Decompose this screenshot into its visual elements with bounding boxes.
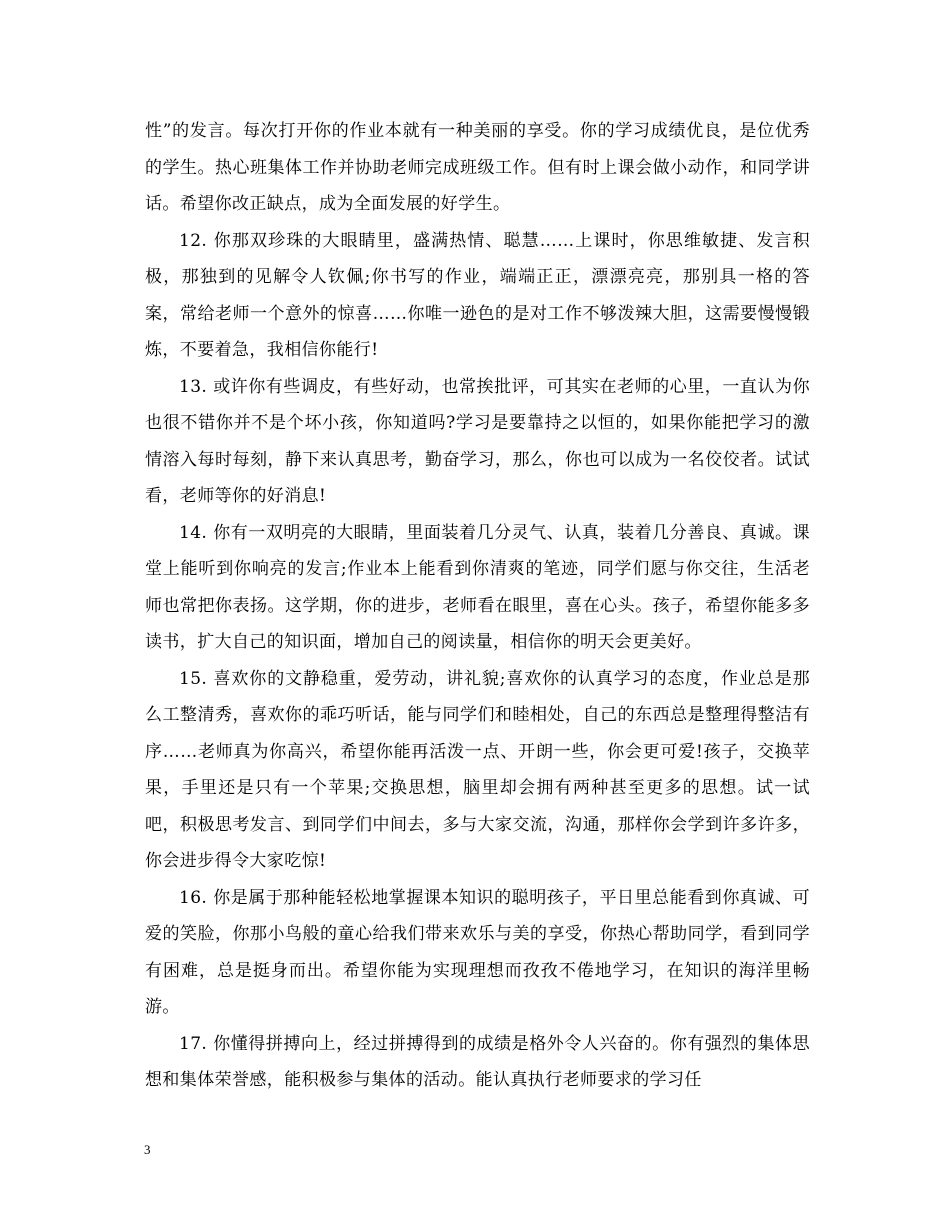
body-text	[145, 113, 810, 1099]
paragraph-17: 17. 你懂得拼搏向上，经过拼搏得到的成绩是格外令人兴奋的。你有强烈的集体思想和集体荣誉感，能积极参与集体的活动。能认真执行老师要求的学习任	[145, 1033, 810, 1090]
paragraph-13: 13. 或许你有些调皮，有些好动，也常挨批评，可其实在老师的心里，一直认为你也很不错你并不是个坏小孩，你知道吗?学习是要靠持之以恒的，如果你能把学习的激情溶入每时每刻，静下来认真思考，勤奋学习，那么，你也可以成为一名佼佼者。试试看，老师等你的好消息!	[145, 376, 810, 506]
paragraph-14: 14. 你有一双明亮的大眼睛，里面装着几分灵气、认真，装着几分善良、真诚。课堂上能听到你响亮的发言;作业本上能看到你清爽的笔迹，同学们愿与你交往，生活老师也常把你表扬。这学期，你的进步，老师看在眼里，喜在心头。孩子，希望你能多多读书，扩大自己的知识面，增加自己的阅读量，相信你的明天会更美好。	[145, 522, 810, 652]
paragraph-16: 16. 你是属于那种能轻松地掌握课本知识的聪明孩子，平日里总能看到你真诚、可爱的笑脸，你那小鸟般的童心给我们带来欢乐与美的享受，你热心帮助同学，看到同学有困难，总是挺身而出。希望你能为实现理想而孜孜不倦地学习，在知识的海洋里畅游。	[145, 887, 810, 1017]
paragraph-12: 12. 你那双珍珠的大眼睛里，盛满热情、聪慧……上课时，你思维敏捷、发言积极，那独到的见解令人钦佩;你书写的作业，端端正正，漂漂亮亮，那别具一格的答案，常给老师一个意外的惊喜……你唯一逊色的是对工作不够泼辣大胆，这需要慢慢锻炼，不要着急，我相信你能行!	[145, 230, 810, 360]
page-number: 3	[144, 1142, 151, 1157]
paragraph-15: 15. 喜欢你的文静稳重，爱劳动，讲礼貌;喜欢你的认真学习的态度，作业总是那么工整清秀，喜欢你的乖巧听话，能与同学们和睦相处，自己的东西总是整理得整洁有序……老师真为你高兴，希望你能再活泼一点、开朗一些，你会更可爱!孩子，交换苹果，手里还是只有一个苹果;交换思想，脑里却会拥有两种甚至更多的思想。试一试吧，积极思考发言、到同学们中间去，多与大家交流，沟通，那样你会学到许多许多，你会进步得令大家吃惊!	[145, 668, 810, 871]
paragraph-continuation: 性”的发言。每次打开你的作业本就有一种美丽的享受。你的学习成绩优良，是位优秀的学生。热心班集体工作并协助老师完成班级工作。但有时上课会做小动作，和同学讲话。希望你改正缺点，成为全面发展的好学生。	[145, 121, 810, 214]
